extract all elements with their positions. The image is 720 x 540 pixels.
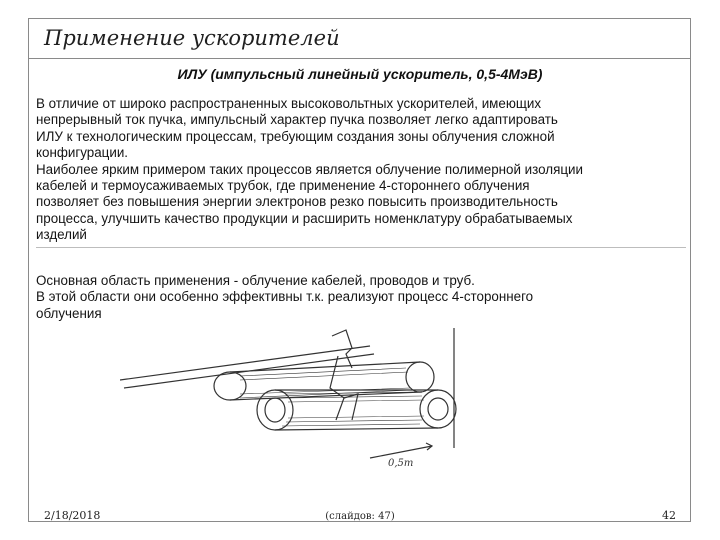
paragraph-line: В отличие от широко распространенных высоковольтных ускорителей, имеющих [36,96,542,111]
four-sided-irradiation-diagram [120,328,460,478]
footer-slide-count: (слайдов: 47) [325,511,395,522]
paragraph-line: облучения [36,305,102,321]
paragraph-line: позволяет без повышения энергии электронов резко повысить производительность [36,194,558,210]
paragraph-line: конфигурации. [36,145,129,161]
paragraph-line: В этой области они особенно эффективны т.к. реализуют процесс 4-стороннего [36,289,534,305]
application-paragraph [36,273,686,322]
title-divider [28,58,691,59]
paragraph-line: изделий [36,227,87,243]
description-paragraph [36,96,686,248]
paragraph-line: процесса, улучшить качество продукции и расширить номенклатуру обрабатываемых [36,210,573,226]
slide-subtitle: ИЛУ (импульсный линейный ускоритель, 0,5-4МэВ) [177,66,543,82]
paragraph-line: Наиболее ярким примером таких процессов является облучение полимерной изоляции [36,161,584,177]
slide-title: Применение ускорителей [44,26,340,50]
paragraph-line: кабелей и термоусаживаемых трубок, где применение 4-стороннего облучения [36,178,530,194]
paragraph-line: непрерывный ток пучка, импульсный характер пучка позволяет легко адаптировать [36,112,558,128]
paragraph-line: ИЛУ к технологическим процессам, требующим создания зоны облучения сложной [36,128,555,144]
footer-date: 2/18/2018 [44,509,101,522]
paragraph-line: Основная область применения - облучение кабелей, проводов и труб. [36,273,475,288]
dimension-label: 0,5m [388,458,414,469]
footer-page-number: 42 [662,509,676,522]
